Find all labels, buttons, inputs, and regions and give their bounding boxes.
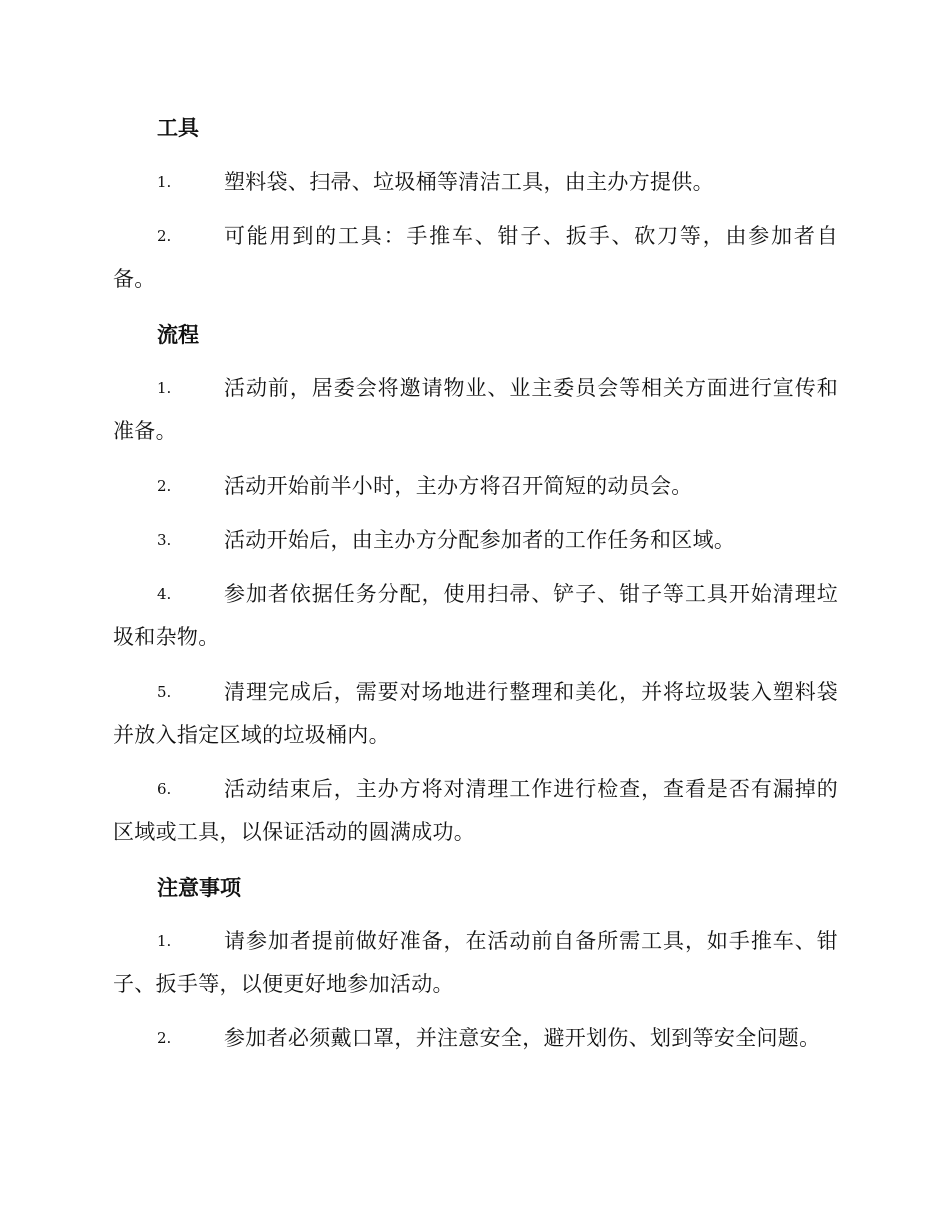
item-text: 参加者依据任务分配，使用扫帚、铲子、钳子等工具开始清理垃圾和杂物。 bbox=[113, 582, 838, 649]
list-item bbox=[113, 465, 838, 508]
section-heading-tools: 工具 bbox=[157, 115, 199, 140]
item-number: 2. bbox=[157, 227, 172, 245]
list-item bbox=[113, 519, 838, 562]
section-heading-notes: 注意事项 bbox=[157, 875, 241, 900]
list-item bbox=[113, 573, 838, 659]
item-number: 2. bbox=[157, 477, 172, 495]
item-text: 活动前，居委会将邀请物业、业主委员会等相关方面进行宣传和准备。 bbox=[113, 376, 838, 443]
list-item bbox=[113, 215, 838, 301]
item-text: 活动开始后，由主办方分配参加者的工作任务和区域。 bbox=[224, 528, 736, 552]
item-number: 1. bbox=[157, 932, 172, 950]
list-item bbox=[113, 1017, 838, 1060]
list-item bbox=[113, 768, 838, 854]
item-text: 活动开始前半小时，主办方将召开简短的动员会。 bbox=[224, 474, 693, 498]
item-number: 3. bbox=[157, 531, 172, 549]
item-number: 5. bbox=[157, 683, 172, 701]
item-text: 请参加者提前做好准备，在活动前自备所需工具，如手推车、钳子、扳手等，以便更好地参加活动。 bbox=[113, 929, 838, 996]
item-number: 4. bbox=[157, 585, 172, 603]
section-heading-process: 流程 bbox=[157, 322, 199, 347]
item-text: 可能用到的工具：手推车、钳子、扳手、砍刀等，由参加者自备。 bbox=[113, 224, 838, 291]
list-item bbox=[113, 161, 838, 204]
item-text: 参加者必须戴口罩，并注意安全，避开划伤、划到等安全问题。 bbox=[224, 1026, 821, 1050]
item-number: 1. bbox=[157, 173, 172, 191]
list-item bbox=[113, 367, 838, 453]
list-item bbox=[113, 920, 838, 1006]
item-text: 清理完成后，需要对场地进行整理和美化，并将垃圾装入塑料袋并放入指定区域的垃圾桶内。 bbox=[113, 680, 838, 747]
list-item bbox=[113, 671, 838, 757]
item-number: 2. bbox=[157, 1029, 172, 1047]
item-number: 1. bbox=[157, 379, 172, 397]
item-text: 活动结束后，主办方将对清理工作进行检查，查看是否有漏掉的区域或工具，以保证活动的圆满成功。 bbox=[113, 777, 838, 844]
item-text: 塑料袋、扫帚、垃圾桶等清洁工具，由主办方提供。 bbox=[224, 170, 714, 194]
item-number: 6. bbox=[157, 780, 172, 798]
